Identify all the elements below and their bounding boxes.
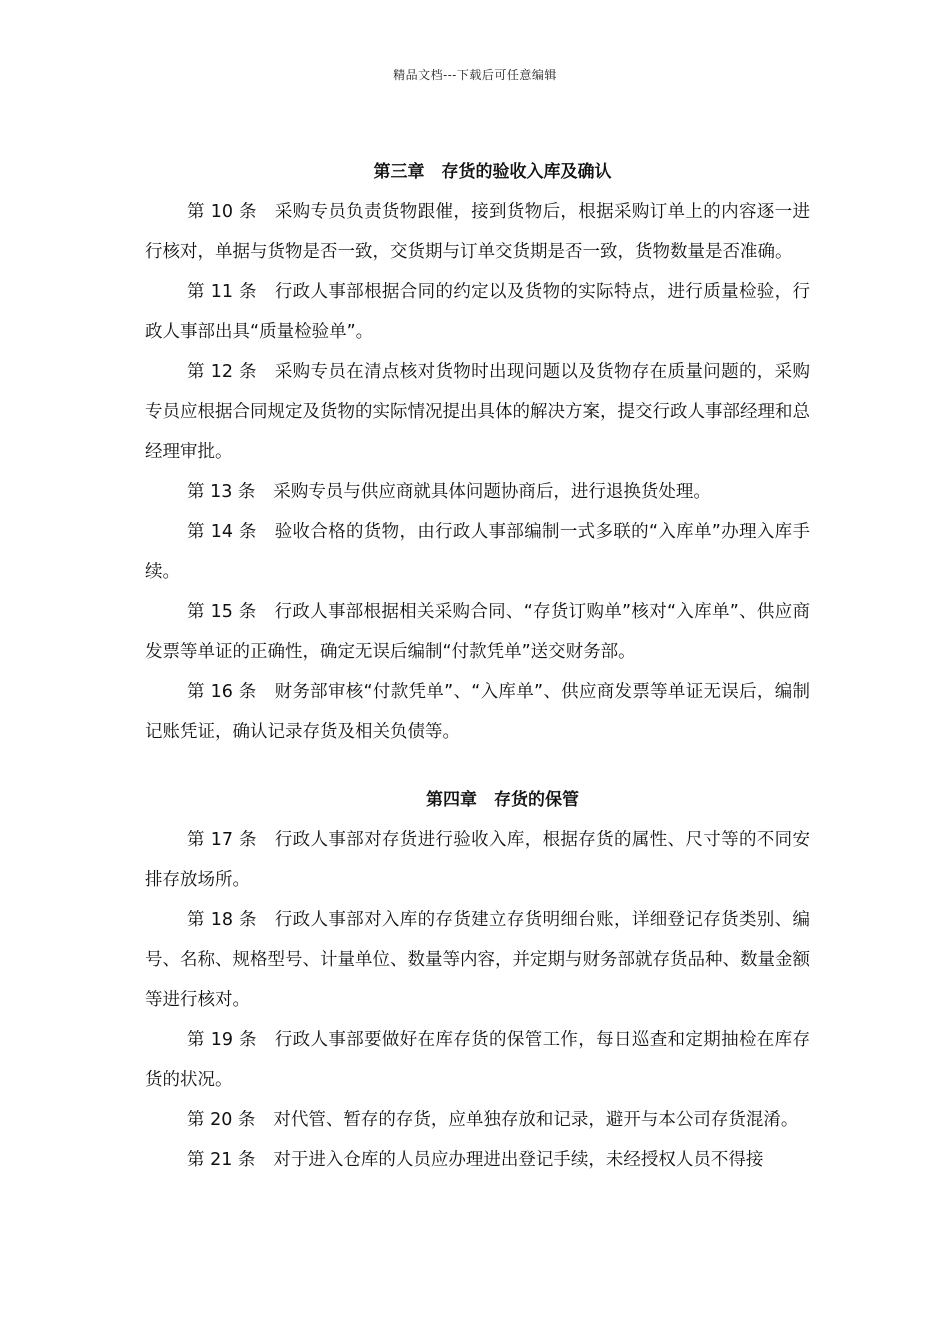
- article-number: 第 15 条: [187, 602, 257, 622]
- article-number: 第 19 条: [187, 1030, 257, 1050]
- article-number: 第 16 条: [187, 682, 257, 702]
- article-text: 行政人事部对入库的存货建立存货明细台账，详细登记存货类别、编号、名称、规格型号、计量单位、数量等内容，并定期与财务部就存货品种、数量金额等进行核对。: [145, 910, 810, 1010]
- article-21: [145, 1140, 810, 1180]
- chapter-4-title: 第四章 存货的保管: [426, 790, 579, 810]
- article-text: 财务部审核“付款凭单”、“入库单”、供应商发票等单证无误后，编制记账凭证，确认记录存货及相关负债等。: [145, 682, 810, 742]
- article-number: 第 11 条: [187, 282, 257, 302]
- article-text: 行政人事部要做好在库存货的保管工作，每日巡查和定期抽检在库存货的状况。: [145, 1030, 810, 1090]
- article-14: [145, 512, 810, 592]
- page-header: 精品文档---下载后可任意编辑: [393, 68, 557, 82]
- article-text: 采购专员在清点核对货物时出现问题以及货物存在质量问题的，采购专员应根据合同规定及货物的实际情况提出具体的解决方案，提交行政人事部经理和总经理审批。: [145, 362, 810, 462]
- article-text: 对代管、暂存的存货，应单独存放和记录，避开与本公司存货混淆。: [273, 1110, 799, 1130]
- article-number: 第 21 条: [187, 1150, 256, 1170]
- article-text: 采购专员负责货物跟催，接到货物后，根据采购订单上的内容逐一进行核对，单据与货物是否一致，交货期与订单交货期是否一致，货物数量是否准确。: [145, 202, 810, 262]
- article-number: 第 17 条: [187, 830, 257, 850]
- article-16: [145, 672, 810, 752]
- article-11: [145, 272, 810, 352]
- article-number: 第 12 条: [187, 362, 257, 382]
- article-text: 采购专员与供应商就具体问题协商后，进行退换货处理。: [273, 482, 711, 502]
- article-number: 第 10 条: [187, 202, 257, 222]
- article-number: 第 13 条: [187, 482, 256, 502]
- article-text: 验收合格的货物，由行政人事部编制一式多联的“入库单”办理入库手续。: [145, 522, 810, 582]
- article-text: 对于进入仓库的人员应办理进出登记手续，未经授权人员不得接: [273, 1150, 764, 1170]
- chapter-3-title: 第三章 存货的验收入库及确认: [373, 162, 612, 182]
- article-text: 行政人事部根据合同的约定以及货物的实际特点，进行质量检验，行政人事部出具“质量检验单”。: [145, 282, 810, 342]
- document-body: [145, 152, 810, 1180]
- article-10: [145, 192, 810, 272]
- article-19: [145, 1020, 810, 1100]
- section-gap: [145, 752, 810, 780]
- article-15: [145, 592, 810, 672]
- article-17: [145, 820, 810, 900]
- article-text: 行政人事部对存货进行验收入库，根据存货的属性、尺寸等的不同安排存放场所。: [145, 830, 810, 890]
- article-number: 第 18 条: [187, 910, 257, 930]
- article-13: [145, 472, 810, 512]
- article-18: [145, 900, 810, 1020]
- article-text: 行政人事部根据相关采购合同、“存货订购单”核对“入库单”、供应商发票等单证的正确性，确定无误后编制“付款凭单”送交财务部。: [145, 602, 810, 662]
- article-number: 第 20 条: [187, 1110, 256, 1130]
- article-20: [145, 1100, 810, 1140]
- article-12: [145, 352, 810, 472]
- article-number: 第 14 条: [187, 522, 257, 542]
